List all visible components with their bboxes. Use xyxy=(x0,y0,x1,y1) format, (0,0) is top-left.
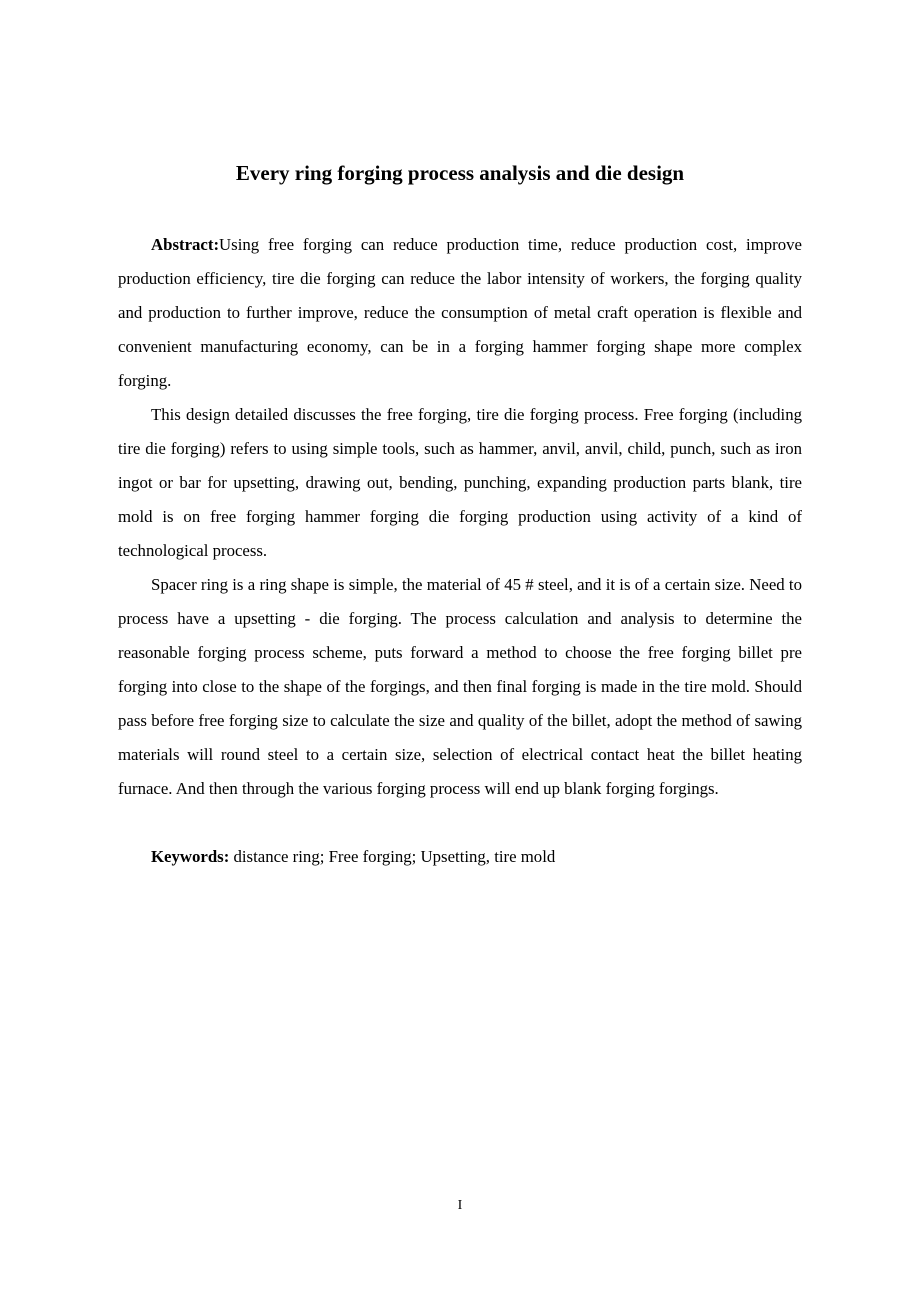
keywords-label: Keywords: xyxy=(151,847,230,866)
abstract-section xyxy=(118,228,802,874)
keywords-line xyxy=(118,840,802,874)
abstract-paragraph-1 xyxy=(118,228,802,398)
page-number: I xyxy=(457,1198,463,1213)
abstract-paragraph-1-text: Using free forging can reduce production time, reduce production cost, improve production efficiency, tire die forging can reduce the labor intensity of workers, the forging quality and production to further improve, reduce the consumption of metal craft operation is flexible and convenient manufacturing economy, can be in a forging hammer forging shape more complex forging. xyxy=(118,235,802,390)
document-title: Every ring forging process analysis and die design xyxy=(235,161,685,185)
abstract-paragraph-2: This design detailed discusses the free forging, tire die forging process. Free forging (including tire die forging) refers to using simple tools, such as hammer, anvil, anvil, child, punch, such as iron ingot or bar for upsetting, drawing out, bending, punching, expanding production parts blank, tire mold is on free forging hammer forging die forging production using activity of a kind of technological process. xyxy=(118,405,802,560)
keywords-text: distance ring; Free forging; Upsetting, tire mold xyxy=(229,847,556,866)
abstract-label: Abstract: xyxy=(151,235,220,254)
abstract-paragraph-3: Spacer ring is a ring shape is simple, the material of 45 # steel, and it is of a certain size. Need to process have a upsetting - die forging. The process calculation and analysis to determine the reasonable forging process scheme, puts forward a method to choose the free forging billet pre forging into close to the shape of the forgings, and then final forging is made in the tire mold. Should pass before free forging size to calculate the size and quality of the billet, adopt the method of sawing materials will round steel to a certain size, selection of electrical contact heat the billet heating furnace. And then through the various forging process will end up blank forging forgings. xyxy=(118,575,802,798)
